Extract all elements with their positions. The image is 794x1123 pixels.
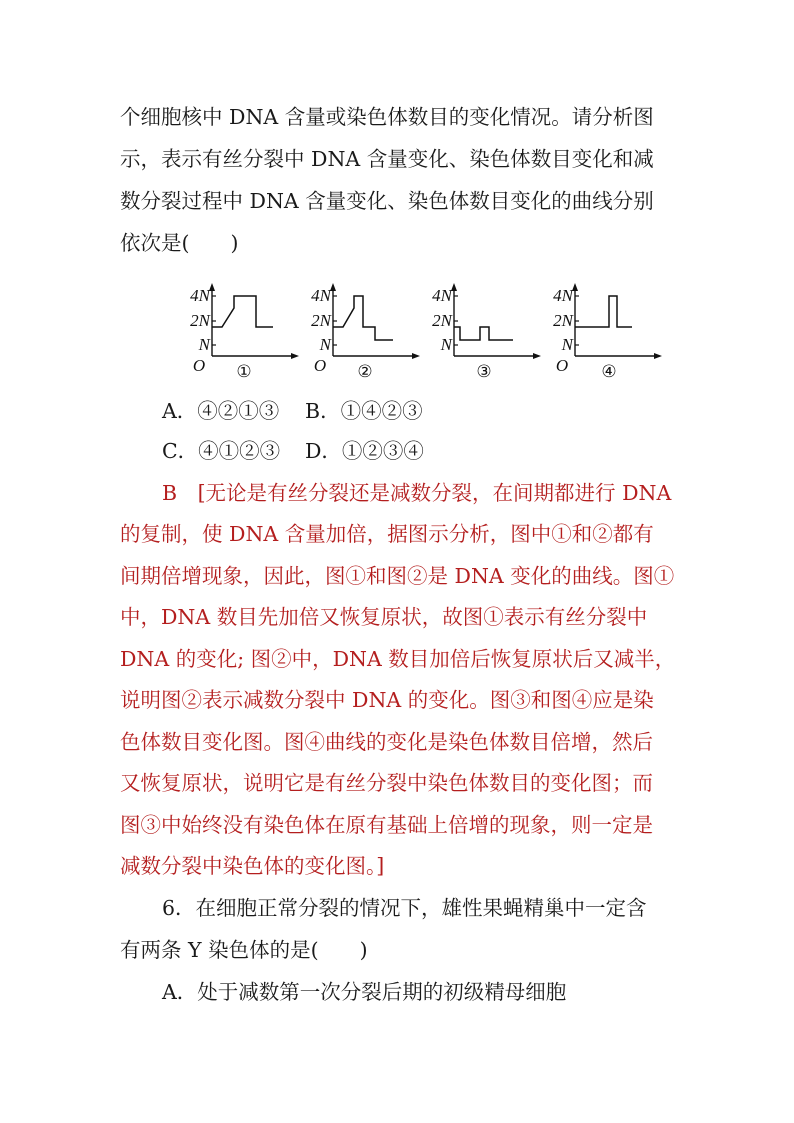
option-b[interactable]: B．①④②③ <box>305 399 423 423</box>
answer-line-4: 中，DNA 数目先加倍又恢复原状，故图①表示有丝分裂中 <box>120 605 648 629</box>
option-a[interactable]: A．④②①③ <box>162 399 280 423</box>
answer-line-1: B [无论是有丝分裂还是减数分裂，在间期都进行 DNA <box>162 481 672 505</box>
graph-2 <box>307 283 427 383</box>
question-line-2: 示，表示有丝分裂中 DNA 含量变化、染色体数目变化和减 <box>120 147 654 171</box>
origin-label: O <box>555 356 569 375</box>
curve-4 <box>575 296 632 327</box>
origin-label: O <box>313 356 327 375</box>
caption-4: ④ <box>601 362 617 381</box>
y-label-n: N <box>440 335 452 354</box>
option-d[interactable]: D．①②③④ <box>305 439 424 463</box>
answer-line-8: 又恢复原状，说明它是有丝分裂中染色体数目的变化图；而 <box>120 771 653 795</box>
y-label-n: N <box>198 335 210 354</box>
curve-3 <box>454 327 513 340</box>
next-option-a[interactable]: A．处于减数第一次分裂后期的初级精母细胞 <box>162 980 567 1004</box>
x-axis-arrow <box>412 353 420 359</box>
answer-line-6: 说明图②表示减数分裂中 DNA 的变化。图③和图④应是染 <box>120 688 654 712</box>
graph-3 <box>428 283 548 383</box>
curve-1 <box>212 296 273 327</box>
caption-1: ① <box>236 362 252 381</box>
y-label-2n: 2N <box>553 311 573 330</box>
y-label-4n: 4N <box>311 286 331 305</box>
answer-line-9: 图③中始终没有染色体在原有基础上倍增的现象，则一定是 <box>120 813 653 837</box>
question-line-1: 个细胞核中 DNA 含量或染色体数目的变化情况。请分析图 <box>120 105 654 129</box>
caption-3: ③ <box>476 362 492 381</box>
curve-2 <box>333 296 393 340</box>
y-label-2n: 2N <box>311 311 331 330</box>
x-axis-arrow <box>654 353 662 359</box>
y-label-2n: 2N <box>190 311 210 330</box>
option-c[interactable]: C．④①②③ <box>162 439 281 463</box>
question-line-4: 依次是( ) <box>120 231 239 255</box>
question-line-3: 数分裂过程中 DNA 含量变化、染色体数目变化的曲线分别 <box>120 189 654 213</box>
graph-1 <box>186 283 306 383</box>
next-question-line-2: 有两条 Y 染色体的是( ) <box>120 938 368 962</box>
y-label-4n: 4N <box>432 286 452 305</box>
answer-line-10: 减数分裂中染色体的变化图。] <box>120 854 385 878</box>
y-label-n: N <box>319 335 331 354</box>
y-label-n: N <box>561 335 573 354</box>
x-axis-arrow <box>291 353 299 359</box>
y-label-4n: 4N <box>190 286 210 305</box>
next-question-line-1: 6．在细胞正常分裂的情况下，雄性果蝇精巢中一定含 <box>162 896 647 920</box>
caption-2: ② <box>357 362 373 381</box>
answer-line-3: 间期倍增现象，因此，图①和图②是 DNA 变化的曲线。图① <box>120 564 675 588</box>
answer-line-7: 色体数目变化图。图④曲线的变化是染色体数目倍增，然后 <box>120 730 653 754</box>
y-label-4n: 4N <box>553 286 573 305</box>
graph-4 <box>549 283 669 383</box>
origin-label: O <box>192 356 206 375</box>
answer-line-5: DNA 的变化; 图②中，DNA 数目加倍后恢复原状后又减半， <box>120 647 676 671</box>
y-label-2n: 2N <box>432 311 452 330</box>
answer-line-2: 的复制，使 DNA 含量加倍，据图示分析，图中①和②都有 <box>120 522 654 546</box>
x-axis-arrow <box>533 353 541 359</box>
